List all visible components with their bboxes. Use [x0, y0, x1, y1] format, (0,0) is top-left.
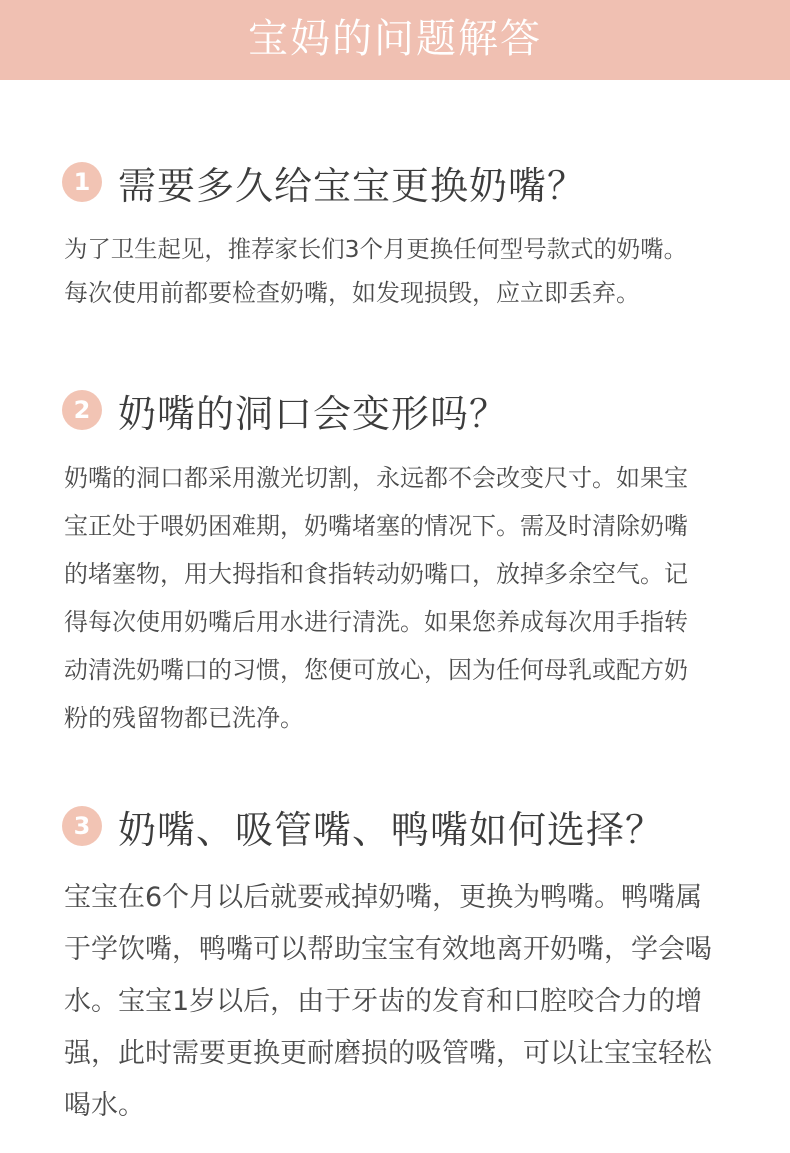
number-badge-2: 2: [62, 390, 102, 430]
number-badge-3: 3: [62, 806, 102, 846]
number-badge-1: 1: [62, 162, 102, 202]
answer-2-line-2: 宝正处于喂奶困难期，奶嘴堵塞的情况下。需及时清除奶嘴: [64, 512, 688, 540]
question-1: [62, 154, 586, 210]
page-title: 宝妈的问题解答: [248, 16, 542, 62]
question-3-text: 奶嘴、吸管嘴、鸭嘴如何选择？: [118, 807, 665, 852]
answer-1-line-1: 为了卫生起见，推荐家长们3个月更换任何型号款式的奶嘴。: [64, 235, 688, 263]
answer-2: [64, 466, 732, 730]
answer-2-line-4: 得每次使用奶嘴后用水进行清洗。如果您养成每次用手指转: [64, 608, 688, 636]
question-2-text: 奶嘴的洞口会变形吗？: [118, 391, 509, 436]
question-3: [62, 798, 664, 854]
question-1-text: 需要多久给宝宝更换奶嘴？: [118, 163, 587, 208]
answer-2-line-6: 粉的残留物都已洗净。: [64, 704, 304, 732]
question-2: [62, 382, 508, 438]
answer-2-line-5: 动清洗奶嘴口的习惯，您便可放心，因为任何母乳或配方奶: [64, 656, 688, 684]
answer-2-line-1: 奶嘴的洞口都采用激光切割，永远都不会改变尺寸。如果宝: [64, 464, 688, 492]
answer-3-line-1: 宝宝在6个月以后就要戒掉奶嘴，更换为鸭嘴。鸭嘴属: [64, 882, 703, 913]
answer-3-line-5: 喝水。: [64, 1090, 145, 1121]
answer-1-line-2: 每次使用前都要检查奶嘴，如发现损毁，应立即丢弃。: [64, 279, 640, 308]
answer-3-line-2: 于学饮嘴，鸭嘴可以帮助宝宝有效地离开奶嘴，学会喝: [64, 934, 712, 965]
answer-3: [64, 884, 732, 1119]
answer-2-line-3: 的堵塞物，用大拇指和食指转动奶嘴口，放掉多余空气。记: [64, 560, 688, 588]
answer-3-line-4: 强，此时需要更换更耐磨损的吸管嘴，可以让宝宝轻松: [64, 1038, 712, 1069]
header-banner: [0, 0, 790, 80]
answer-1: [64, 235, 732, 308]
answer-3-line-3: 水。宝宝1岁以后，由于牙齿的发育和口腔咬合力的增: [64, 986, 703, 1017]
